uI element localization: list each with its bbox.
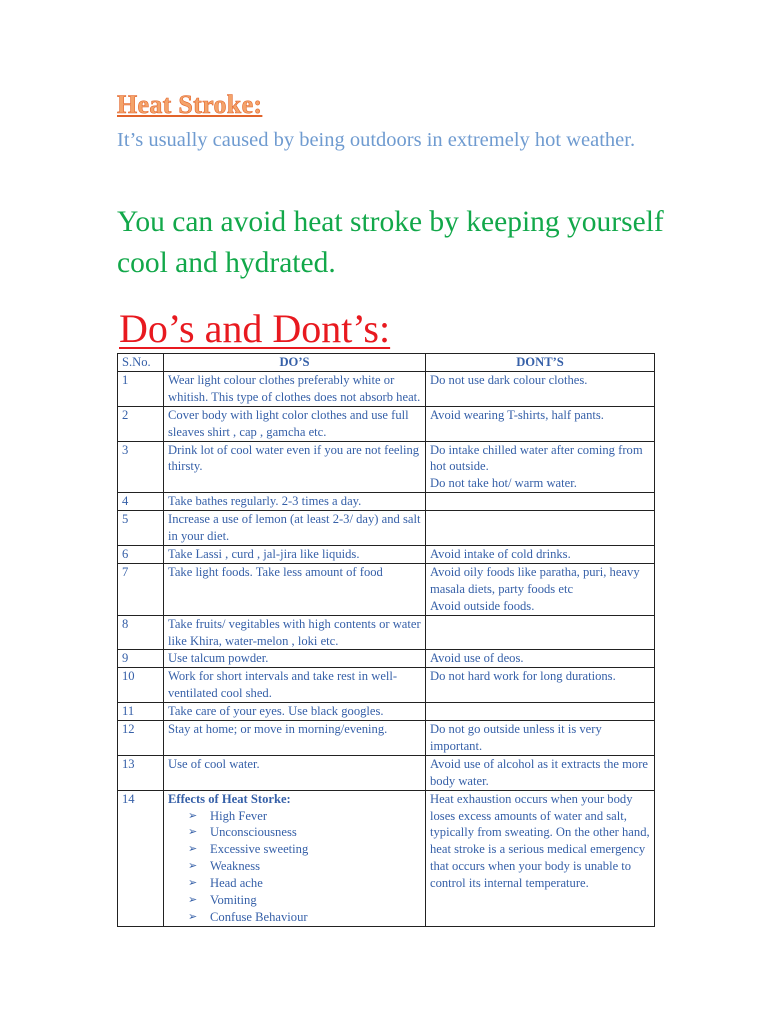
table-header-row <box>118 354 655 372</box>
arrow-bullet-icon: ➢ <box>188 859 198 873</box>
table-row <box>118 755 655 790</box>
effects-list-item <box>188 841 421 858</box>
row-dont: Avoid intake of cold drinks. <box>426 545 655 563</box>
effects-item-label: Confuse Behaviour <box>210 910 308 924</box>
row-dont: Avoid use of alcohol as it extracts the more body water. <box>426 755 655 790</box>
header-donts: DONT’S <box>426 354 655 372</box>
table-row <box>118 703 655 721</box>
arrow-bullet-icon: ➢ <box>188 825 198 839</box>
row-do: Take Lassi , curd , jal-jira like liquids. <box>164 545 426 563</box>
effects-list-item <box>188 909 421 926</box>
table-row <box>118 406 655 441</box>
arrow-bullet-icon: ➢ <box>188 842 198 856</box>
table-body <box>118 371 655 926</box>
row-do: Work for short intervals and take rest in well-ventilated cool shed. <box>164 668 426 703</box>
row-dont <box>426 493 655 511</box>
row-do: Take bathes regularly. 2-3 times a day. <box>164 493 426 511</box>
effects-list-item <box>188 808 421 825</box>
header-dos: DO’S <box>164 354 426 372</box>
row-number: 13 <box>118 755 164 790</box>
table-row <box>118 668 655 703</box>
effects-cell <box>164 790 426 926</box>
row-dont: Do not use dark colour clothes. <box>426 371 655 406</box>
table-row <box>118 511 655 546</box>
row-do: Increase a use of lemon (at least 2-3/ day) and salt in your diet. <box>164 511 426 546</box>
effects-item-label: Vomiting <box>210 893 257 908</box>
row-do: Use of cool water. <box>164 755 426 790</box>
effects-list-item <box>188 858 421 875</box>
row-number: 12 <box>118 721 164 756</box>
table-row <box>118 441 655 493</box>
arrow-bullet-icon: ➢ <box>188 910 198 923</box>
row-dont: Do not go outside unless it is very important. <box>426 721 655 756</box>
row-dont <box>426 511 655 546</box>
row-dont: Avoid oily foods like paratha, puri, heavy masala diets, party foods etc Avoid outside foods. <box>426 563 655 615</box>
table-row <box>118 371 655 406</box>
row-do: Take care of your eyes. Use black googles. <box>164 703 426 721</box>
dos-donts-title: Do’s and Dont’s: <box>119 306 391 351</box>
row-number: 8 <box>118 615 164 650</box>
heat-stroke-title: Heat Stroke: <box>117 90 263 119</box>
row-dont: Do not hard work for long durations. <box>426 668 655 703</box>
row-number: 4 <box>118 493 164 511</box>
effects-item-label: Weakness <box>210 859 261 874</box>
row-do: Stay at home; or move in morning/evening. <box>164 721 426 756</box>
arrow-bullet-icon: ➢ <box>188 893 198 907</box>
row-number: 10 <box>118 668 164 703</box>
row-dont: Avoid wearing T-shirts, half pants. <box>426 406 655 441</box>
effects-item-label: High Fever <box>210 808 268 823</box>
intro-text: It’s usually caused by being outdoors in extremely hot weather. <box>117 129 636 151</box>
effects-item-label: Head ache <box>210 876 263 891</box>
row-dont <box>426 615 655 650</box>
effects-title: Effects of Heat Storke: <box>168 791 291 806</box>
effects-item-label: Excessive sweeting <box>210 842 309 857</box>
table-row <box>118 493 655 511</box>
effects-list <box>168 808 421 926</box>
row-dont <box>426 703 655 721</box>
row-dont: Avoid use of deos. <box>426 650 655 668</box>
row-number: 11 <box>118 703 164 721</box>
header-sno: S.No. <box>118 354 164 372</box>
effects-list-item <box>188 824 421 841</box>
table-row <box>118 615 655 650</box>
arrow-bullet-icon: ➢ <box>188 808 198 822</box>
dos-donts-table <box>117 353 655 927</box>
row-number: 1 <box>118 371 164 406</box>
row-number: 2 <box>118 406 164 441</box>
row-do: Take light foods. Take less amount of food <box>164 563 426 615</box>
row-number: 7 <box>118 563 164 615</box>
row-number: 5 <box>118 511 164 546</box>
row-dont: Do intake chilled water after coming from hot outside. Do not take hot/ warm water. <box>426 441 655 493</box>
table-row <box>118 721 655 756</box>
table-row-effects <box>118 790 655 926</box>
table-row <box>118 545 655 563</box>
row-number: 14 <box>118 790 164 926</box>
row-number: 3 <box>118 441 164 493</box>
row-do: Take fruits/ vegitables with high contents or water like Khira, water-melon , loki etc. <box>164 615 426 650</box>
row-number: 6 <box>118 545 164 563</box>
row-do: Wear light colour clothes preferably white or whitish. This type of clothes does not absorb heat. <box>164 371 426 406</box>
row-do: Drink lot of cool water even if you are not feeling thirsty. <box>164 441 426 493</box>
effects-item-label: Unconsciousness <box>210 825 297 840</box>
table-row <box>118 563 655 615</box>
arrow-bullet-icon: ➢ <box>188 876 198 890</box>
row-dont: Heat exhaustion occurs when your body loses excess amounts of water and salt, typically from sweating. On the other hand, heat stroke is a serious medical emergency that occurs when your body is unable to control its internal temperature. <box>426 790 655 926</box>
row-do: Cover body with light color clothes and use full sleaves shirt , cap , gamcha etc. <box>164 406 426 441</box>
row-number: 9 <box>118 650 164 668</box>
table-row <box>118 650 655 668</box>
effects-list-item <box>188 892 421 909</box>
advice-text: You can avoid heat stroke by keeping yourself cool and hydrated. <box>117 206 664 279</box>
effects-list-item <box>188 875 421 892</box>
row-do: Use talcum powder. <box>164 650 426 668</box>
